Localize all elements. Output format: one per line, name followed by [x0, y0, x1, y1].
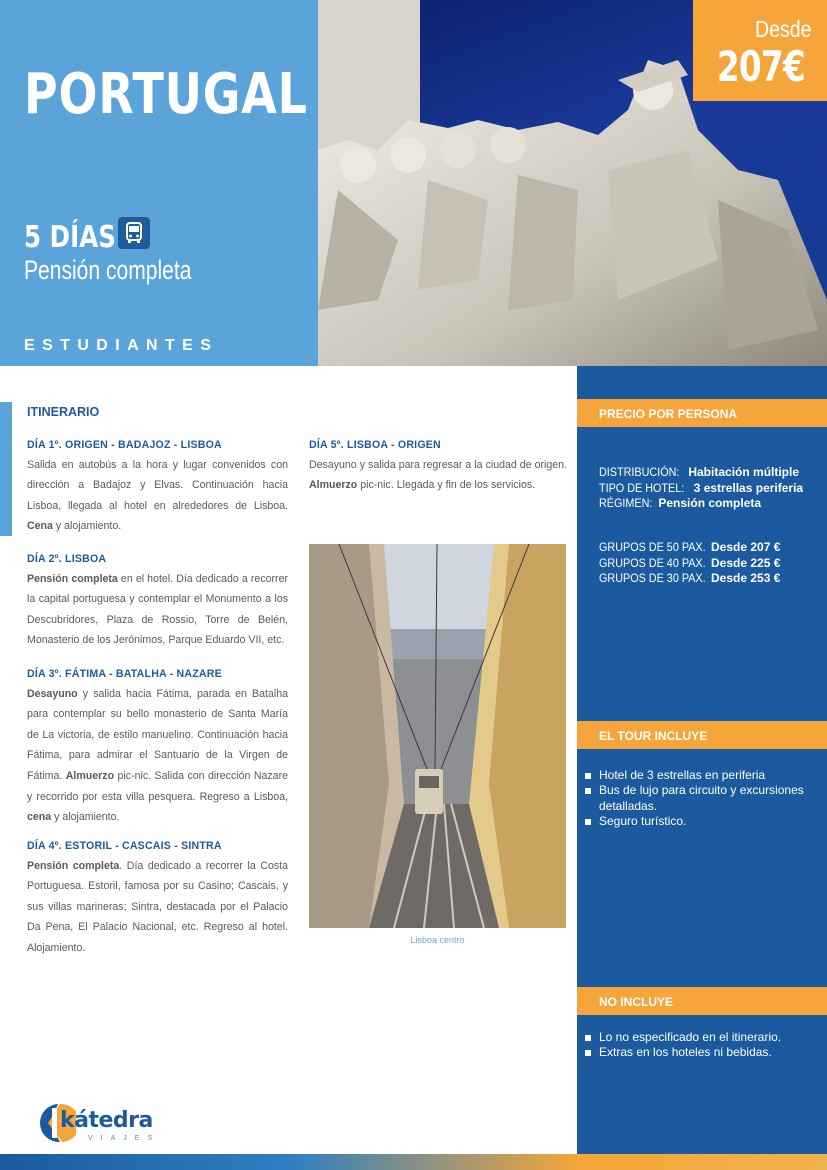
day-text-bold: Almuerzo — [65, 769, 115, 782]
distribution-label: DISTRIBUCIÓN: — [599, 465, 680, 479]
day-text-bold: Pensión completa — [27, 572, 118, 585]
group-size: GRUPOS DE 50 PAX. — [599, 540, 706, 554]
list-item: Hotel de 3 estrellas en periferia — [585, 768, 805, 783]
excludes-title: NO INCLUYE — [577, 987, 827, 1015]
list-item: Extras en los hoteles ni bebidas. — [585, 1045, 805, 1060]
itinerary-day-4 — [27, 836, 288, 959]
price-badge — [693, 0, 827, 101]
group-price-row — [599, 540, 780, 556]
day-text: y alojamiento. — [51, 811, 120, 824]
bus-icon — [118, 217, 150, 249]
footer-color-bar — [0, 1154, 827, 1170]
day-text: pic-nic. Salida con dirección Nazare y recorrido por esta villa pesquera. Regreso a Lisboa, — [27, 769, 288, 803]
duration-label: 5 DÍAS — [24, 220, 117, 255]
day-text-bold: Cena — [27, 520, 53, 533]
day-text-bold: Pensión completa — [27, 859, 120, 872]
includes-list — [585, 768, 805, 830]
day-text: . Día dedicado a recorrer la Costa Portuguesa. Estoril, famosa por su Casino; Cascais, y sus villas marineras; Sintra, destacada por el Palacio Da Pena, El Palacio Nacional, etc. Regreso al hotel. Alojamiento. — [27, 859, 288, 954]
price-from-value: 207€ — [716, 42, 805, 91]
price-details — [599, 465, 803, 512]
day-text: Salida en autobús a la hora y lugar convenidos con dirección a Badajoz y Elvas. Continuación hacia Lisboa, llegada al hotel en alrededores de Lisboa. — [27, 458, 288, 512]
itinerary-day-1 — [27, 435, 288, 537]
includes-title: EL TOUR INCLUYE — [577, 721, 827, 749]
brand-subtitle: VIAJES — [88, 1135, 161, 1142]
day-text: y alojamiento. — [52, 520, 122, 533]
excludes-list — [585, 1030, 805, 1061]
price-from-label: Desde — [754, 16, 811, 42]
itinerary-day-3 — [27, 664, 288, 828]
group-price-row — [599, 556, 780, 572]
hotel-type-label: TIPO DE HOTEL: — [599, 480, 685, 495]
regime-value: Pensión completa — [658, 496, 762, 510]
photo-caption: Lisboa centro — [410, 935, 465, 945]
destination-title: PORTUGAL — [24, 62, 308, 127]
hero-banner — [0, 0, 318, 366]
day-text-bold: Almuerzo — [309, 479, 358, 492]
hotel-type-value: 3 estrellas periferia — [693, 480, 804, 495]
group-price-row — [599, 571, 780, 587]
group-price: Desde 225 € — [711, 555, 781, 570]
list-item: Bus de lujo para circuito y excursiones detalladas. — [585, 783, 805, 814]
audience-label: ESTUDIANTES — [24, 337, 219, 354]
board-type: Pensión completa — [24, 255, 192, 285]
list-item: Seguro turístico. — [585, 814, 805, 829]
day-text: Desayuno y salida para regresar a la ciudad de origen. — [309, 458, 567, 471]
day-text-bold: Desayuno — [27, 687, 78, 700]
day-heading: DÍA 1º. ORIGEN - BADAJOZ - LISBOA — [27, 439, 222, 451]
regime-label: RÉGIMEN: — [599, 496, 653, 510]
brand-name: kátedra — [60, 1108, 153, 1133]
itinerary-title: ITINERARIO — [27, 405, 100, 419]
day-heading: DÍA 5º. LISBOA - ORIGEN — [309, 439, 441, 451]
day-heading: DÍA 4º. ESTORIL - CASCAIS - SINTRA — [27, 840, 222, 852]
lisbon-street-photo — [309, 544, 566, 928]
day-text: pic-nic. Llegada y fin de los servicios. — [357, 479, 536, 492]
group-size: GRUPOS DE 30 PAX. — [599, 571, 706, 585]
day-heading: DÍA 2º. LISBOA — [27, 553, 107, 565]
itinerary-day-2 — [27, 549, 288, 651]
day-text: en el hotel. Día dedicado a recorrer la capital portuguesa y contemplar el Monumento a los Descubridores, Plaza de Rossio, Torre de Belén, Monasterio de los Jerónimos, Parque Eduardo VII, etc. — [27, 572, 288, 647]
group-prices — [599, 540, 780, 587]
price-panel-title: PRECIO POR PERSONA — [577, 399, 827, 427]
day-heading: DÍA 3º. FÁTIMA - BATALHA - NAZARE — [27, 668, 222, 680]
day-text: y salida hacia Fátima, parada en Batalha para contemplar su bello monasterio de Santa María de La victoria, de estilo manuelino. Continuación hacia Fátima, para admirar el Santuario de la Virgen de Fátima. — [27, 687, 288, 782]
list-item: Lo no especificado en el itinerario. — [585, 1030, 805, 1045]
distribution-value: Habitación múltiple — [688, 465, 800, 479]
group-price: Desde 207 € — [711, 540, 781, 554]
group-size: GRUPOS DE 40 PAX. — [599, 555, 706, 570]
group-price: Desde 253 € — [711, 571, 781, 585]
side-accent-bar — [0, 402, 12, 536]
day-text-bold: cena — [27, 811, 52, 824]
itinerary-day-5 — [309, 435, 567, 496]
